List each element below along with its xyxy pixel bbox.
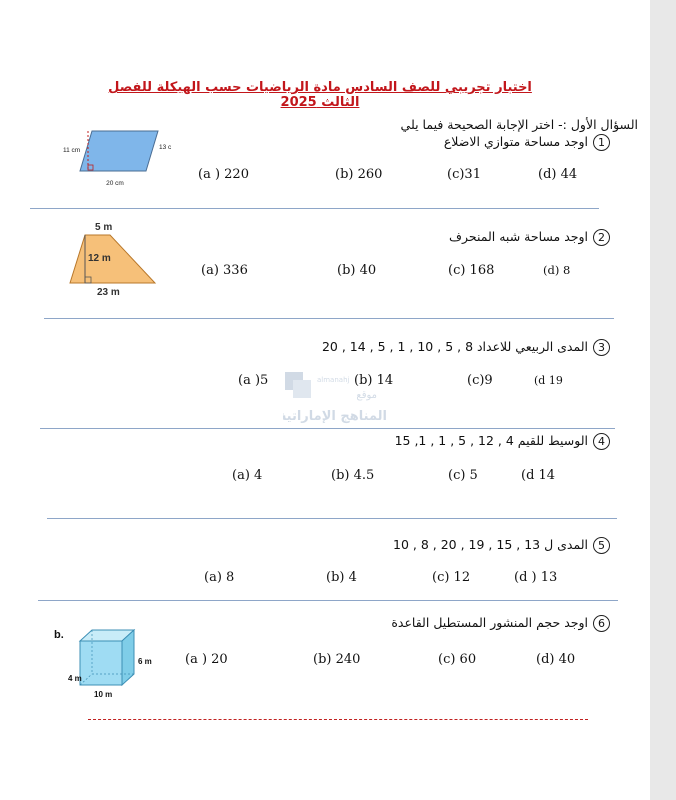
option-c[interactable]: (c) 168 (448, 263, 495, 278)
option-b[interactable]: (b) 4.5 (331, 468, 375, 483)
option-b[interactable]: (b) 260 (335, 167, 383, 182)
option-a[interactable]: (a) 8 (204, 570, 235, 585)
divider (44, 318, 614, 319)
question-number: 1 (593, 134, 610, 151)
option-a[interactable]: (a )5 (238, 373, 269, 388)
option-b[interactable]: (b) 4 (326, 570, 357, 585)
trapezoid-shape (70, 235, 155, 283)
question-number: 6 (593, 615, 610, 632)
base-label: 23 m (97, 287, 120, 298)
right-scroll-gutter (650, 0, 676, 800)
section-heading: السؤال الأول :- اختر الإجابة الصحيحة فيما يلي (400, 117, 638, 132)
question-text: المدى ل 13 , 15 , 19 , 20 , 8 , 10 (393, 537, 588, 552)
question-text: الوسيط للقيم 4 , 12 , 5 , 1 , 1, 15 (394, 433, 588, 448)
watermark-line2: المناهج الإماراتية (283, 409, 387, 424)
option-a[interactable]: (a) 4 (232, 468, 263, 483)
watermark-top: almanahj (317, 376, 350, 384)
question-2 (449, 229, 610, 246)
footer-dashed-line (88, 719, 588, 720)
option-c[interactable]: (c) 60 (438, 652, 477, 667)
side-label: 13 c (159, 144, 172, 151)
question-text: اوجد مساحة متوازي الاضلاع (443, 134, 588, 149)
question-number: 5 (593, 537, 610, 554)
depth-label: 4 m (68, 674, 82, 683)
watermark-line1: موقع (356, 390, 377, 401)
option-c[interactable]: (c) 12 (432, 570, 471, 585)
prism-front-face (80, 641, 122, 685)
option-b[interactable]: (b) 40 (337, 263, 377, 278)
question-text: اوجد حجم المنشور المستطيل القاعدة (391, 615, 588, 630)
question-number: 2 (593, 229, 610, 246)
height-label: 11 cm (63, 147, 81, 154)
height-label: 12 m (88, 253, 111, 264)
question-text: المدى الربيعي للاعداد 8 , 5 , 10 , 1 , 5 , 14 , 20 (321, 339, 588, 354)
divider (38, 600, 618, 601)
divider (40, 428, 615, 429)
question-3 (322, 339, 610, 356)
question-6 (391, 615, 610, 632)
trapezoid-figure (65, 218, 165, 304)
figure-label: b. (54, 629, 64, 641)
option-d[interactable]: (d 14 (521, 468, 556, 483)
divider (30, 208, 599, 209)
divider (47, 518, 617, 519)
option-d[interactable]: (d ) 13 (514, 570, 558, 585)
option-c[interactable]: (c)31 (447, 167, 481, 182)
question-number: 3 (593, 339, 610, 356)
option-a[interactable]: (a) 336 (201, 263, 248, 278)
question-4 (395, 433, 610, 450)
option-b[interactable]: (b) 240 (313, 652, 361, 667)
height-label: 6 m (138, 657, 152, 666)
option-c[interactable]: (c)9 (467, 373, 493, 388)
option-d[interactable]: (d) 44 (538, 167, 578, 182)
option-d[interactable]: (d 19 (534, 374, 563, 387)
option-a[interactable]: (a ) 220 (198, 167, 249, 182)
top-label: 5 m (95, 222, 113, 233)
parallelogram-figure (60, 128, 180, 194)
question-5 (393, 537, 610, 554)
width-label: 10 m (94, 690, 113, 699)
question-text: اوجد مساحة شبه المنحرف (449, 229, 588, 244)
option-c[interactable]: (c) 5 (448, 468, 478, 483)
option-d[interactable]: (d) 40 (536, 652, 576, 667)
base-label: 20 cm (106, 180, 124, 187)
page-title: اختبار تجريبي للصف السادس مادة الرياضيات حسب الهيكلة للفصل الثالث 2025 (108, 80, 532, 110)
question-1 (444, 134, 610, 151)
rectangular-prism-figure (52, 627, 162, 703)
option-b[interactable]: (b) 14 (354, 373, 394, 388)
question-number: 4 (593, 433, 610, 450)
option-a[interactable]: (a ) 20 (185, 652, 228, 667)
option-d[interactable]: (d) 8 (543, 263, 571, 277)
watermark-logo (283, 370, 393, 432)
